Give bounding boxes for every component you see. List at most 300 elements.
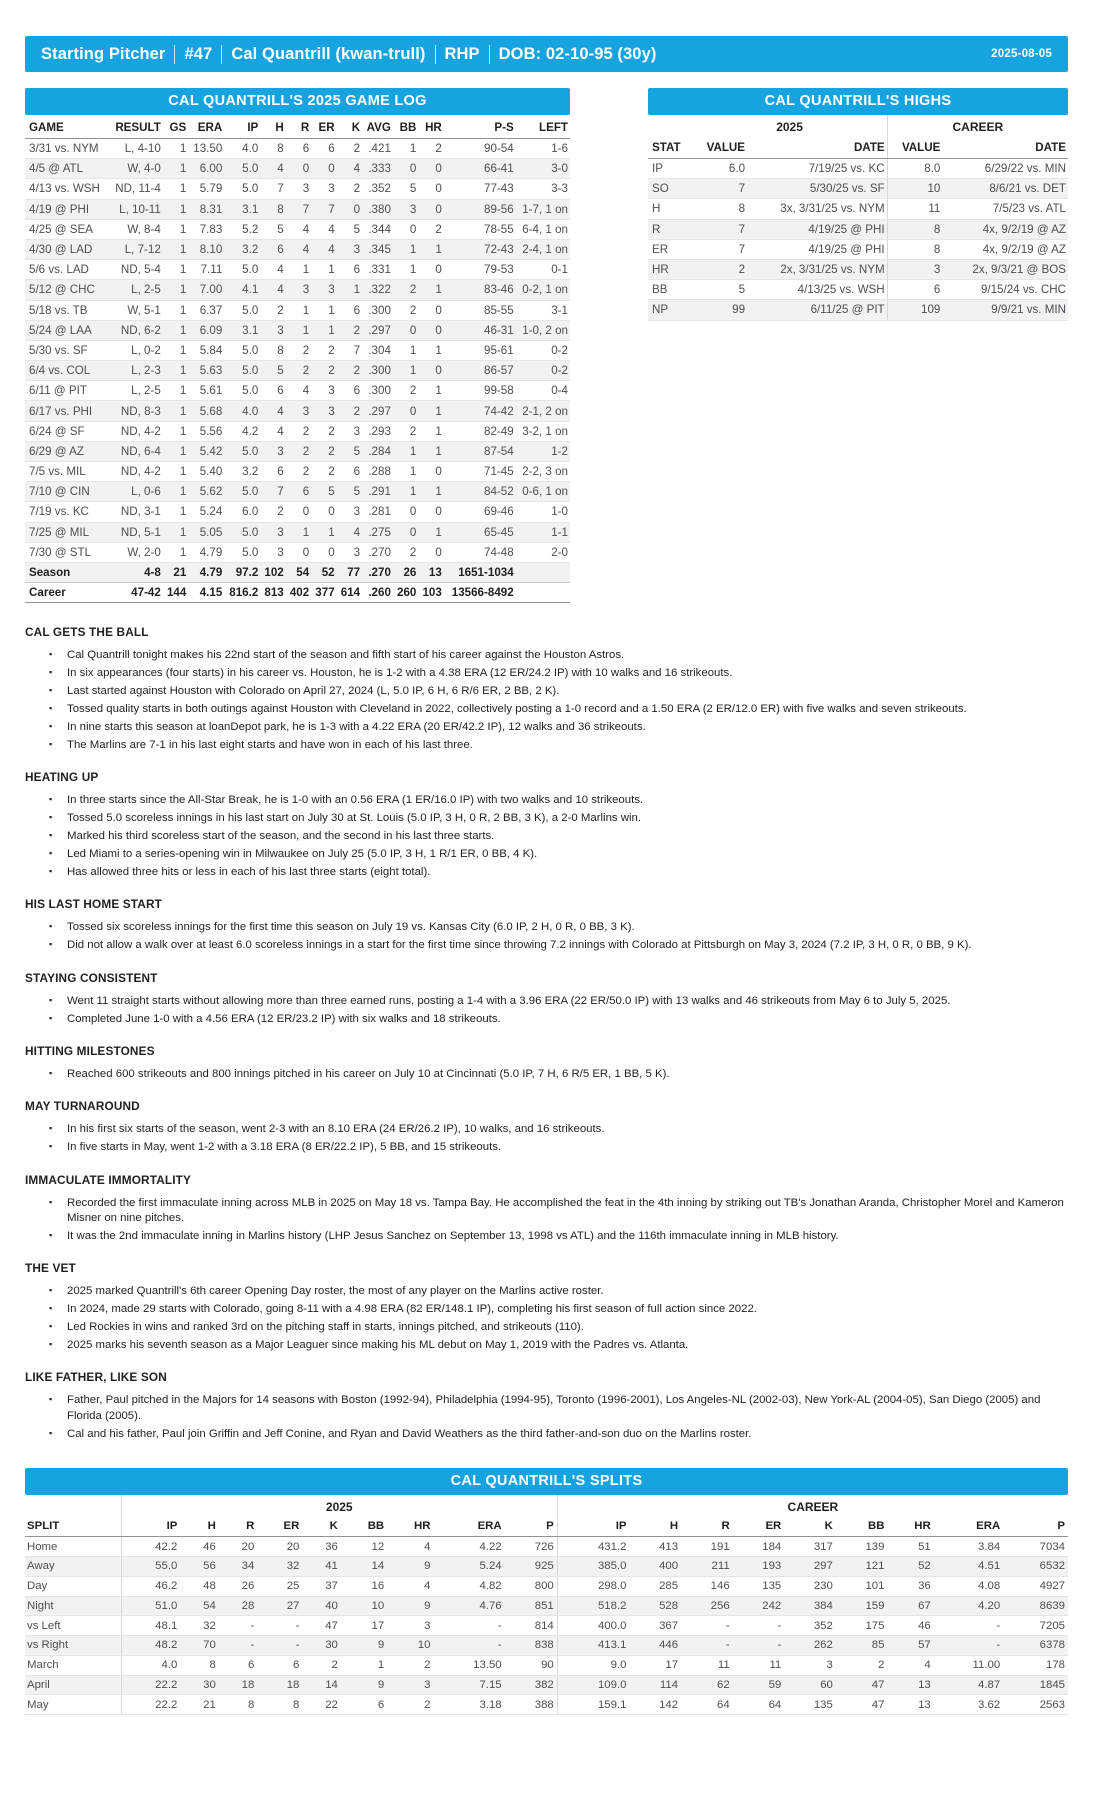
table-cell: 0 [393, 502, 418, 522]
table-cell: 5.62 [188, 482, 224, 502]
table-cell: 816.2 [224, 583, 260, 603]
table-cell: 0 [418, 300, 443, 320]
table-cell: 2 [393, 280, 418, 300]
list-item: ▪ Cal Quantrill tonight makes his 22nd start of the season and fifth start of his career against the Houston Astros. [65, 648, 1068, 663]
table-cell: 54 [286, 562, 311, 582]
table-cell: 0-6, 1 on [516, 482, 570, 502]
table-cell: 528 [629, 1596, 681, 1616]
table-cell: 4/25 @ SEA [25, 219, 109, 239]
highs-body [648, 159, 1068, 321]
table-cell: 65-45 [444, 522, 516, 542]
table-cell: 5.24 [188, 502, 224, 522]
table-cell: 62 [681, 1675, 733, 1695]
highs-header-row [648, 135, 1068, 159]
col-h: H [260, 115, 285, 139]
table-cell: 1 [418, 401, 443, 421]
table-cell: 6/11 @ PIT [25, 381, 109, 401]
table-cell: 4 [286, 239, 311, 259]
table-cell: 242 [733, 1596, 785, 1616]
table-cell: 5.0 [224, 179, 260, 199]
table-cell: 0 [393, 320, 418, 340]
table-cell: 8 [260, 139, 285, 159]
table-cell: 5/12 @ CHC [25, 280, 109, 300]
game-log-title: CAL QUANTRILL'S 2025 GAME LOG [25, 88, 570, 115]
table-cell: 4.87 [934, 1675, 1003, 1695]
table-cell: 262 [784, 1636, 836, 1656]
table-cell: 2 [286, 462, 311, 482]
table-cell: 5.63 [188, 361, 224, 381]
report-date: 2025-08-05 [991, 48, 1052, 60]
col-gs: GS [163, 115, 188, 139]
table-cell: W, 8-4 [109, 219, 163, 239]
table-cell: W, 4-0 [109, 159, 163, 179]
player-number: #47 [184, 44, 213, 63]
table-cell: 6.37 [188, 300, 224, 320]
table-cell: 5.0 [224, 441, 260, 461]
table-cell: 5.61 [188, 381, 224, 401]
note-heading: CAL GETS THE BALL [25, 625, 149, 640]
table-cell: H [648, 199, 692, 219]
table-cell: 78-55 [444, 219, 516, 239]
table-cell: .421 [362, 139, 393, 159]
table-cell: ND, 11-4 [109, 179, 163, 199]
table-cell: 72-43 [444, 239, 516, 259]
table-cell: 48.2 [121, 1636, 180, 1656]
table-cell: 0 [286, 159, 311, 179]
table-cell: 0-4 [516, 381, 570, 401]
note-heading: THE VET [25, 1261, 76, 1276]
table-cell: 7 [260, 482, 285, 502]
table-cell: 726 [505, 1537, 558, 1557]
table-cell: 0 [418, 260, 443, 280]
list-item: ▪ Tossed quality starts in both outings against Houston with Cleveland in 2022, collectively posting a 1-0 record and a 1.50 ERA (2 ER/12.0 ER) with five walks and seven strikeouts. [65, 702, 1068, 717]
table-cell: 2 [393, 542, 418, 562]
table-cell: 8639 [1003, 1596, 1068, 1616]
table-cell: 7205 [1003, 1616, 1068, 1636]
table-cell: 3.18 [433, 1695, 504, 1715]
table-cell: 0 [311, 542, 336, 562]
table-cell: 57 [887, 1636, 933, 1656]
table-cell: 3.1 [224, 320, 260, 340]
table-cell: 6 [286, 482, 311, 502]
table-cell: 17 [341, 1616, 387, 1636]
table-cell: 5.79 [188, 179, 224, 199]
table-cell: .270 [362, 562, 393, 582]
note-bullet-list [35, 648, 1068, 753]
table-cell: 2 [337, 139, 362, 159]
table-cell: 3.62 [934, 1695, 1003, 1715]
table-cell: 7 [692, 219, 747, 239]
splits-col-ip: IP [121, 1515, 180, 1537]
table-cell: 518.2 [557, 1596, 629, 1616]
table-cell: 32 [257, 1556, 302, 1576]
note-bullet-list [35, 1393, 1068, 1442]
table-cell: 109.0 [557, 1675, 629, 1695]
table-cell: 6 [337, 462, 362, 482]
table-cell: 8 [180, 1655, 219, 1675]
table-row [25, 1636, 1068, 1656]
table-row [25, 482, 570, 502]
splits-title: CAL QUANTRILL'S SPLITS [25, 1468, 1068, 1495]
table-cell: 614 [337, 583, 362, 603]
table-cell: 1 [163, 482, 188, 502]
table-cell: 34 [219, 1556, 258, 1576]
table-cell: 800 [505, 1576, 558, 1596]
table-cell: 260 [393, 583, 418, 603]
table-cell: .344 [362, 219, 393, 239]
table-cell: 1 [163, 340, 188, 360]
table-cell: 42.2 [121, 1537, 180, 1557]
table-cell: 11 [733, 1655, 785, 1675]
table-cell: 1 [163, 421, 188, 441]
list-item: ▪ In 2024, made 29 starts with Colorado, going 8-11 with a 4.98 ERA (82 ER/148.1 IP), completing his first season of full action since 2022. [65, 1302, 1068, 1317]
table-cell: 193 [733, 1556, 785, 1576]
table-cell: 66-41 [444, 159, 516, 179]
table-cell: - [681, 1636, 733, 1656]
table-cell: - [681, 1616, 733, 1636]
table-cell: 0 [311, 159, 336, 179]
table-cell: 41 [302, 1556, 341, 1576]
table-cell: 838 [505, 1636, 558, 1656]
table-cell: 3.84 [934, 1537, 1003, 1557]
table-cell: 4/30 @ LAD [25, 239, 109, 259]
splits-col-hr: HR [887, 1515, 933, 1537]
table-cell: 1 [163, 300, 188, 320]
splits-col-h: H [629, 1515, 681, 1537]
note-heading: HEATING UP [25, 770, 99, 785]
col-ip: IP [224, 115, 260, 139]
table-cell: 5.68 [188, 401, 224, 421]
table-cell: 4 [337, 522, 362, 542]
game-log-season-total [25, 562, 570, 582]
table-cell: - [733, 1636, 785, 1656]
table-cell: 4.51 [934, 1556, 1003, 1576]
table-cell: 2 [302, 1655, 341, 1675]
table-cell: 1 [163, 239, 188, 259]
table-cell: 5.42 [188, 441, 224, 461]
table-cell: 1 [393, 340, 418, 360]
table-cell: 6/17 vs. PHI [25, 401, 109, 421]
table-cell: 51 [887, 1537, 933, 1557]
note-bullet-list [35, 920, 1068, 953]
table-cell: 2 [337, 320, 362, 340]
table-cell: 211 [681, 1556, 733, 1576]
table-row [25, 179, 570, 199]
table-cell: 431.2 [557, 1537, 629, 1557]
table-cell: 2-1, 2 on [516, 401, 570, 421]
table-cell: 8 [692, 199, 747, 219]
table-cell: 6 [341, 1695, 387, 1715]
table-cell: L, 7-12 [109, 239, 163, 259]
table-cell: 1-0 [516, 502, 570, 522]
table-cell: 11 [681, 1655, 733, 1675]
table-cell: 1 [163, 179, 188, 199]
note-heading: HIS LAST HOME START [25, 897, 162, 912]
table-cell: 1 [393, 260, 418, 280]
table-cell: 814 [505, 1616, 558, 1636]
table-cell: L, 0-2 [109, 340, 163, 360]
table-cell: 7.11 [188, 260, 224, 280]
table-cell: 16 [341, 1576, 387, 1596]
table-cell: 5.84 [188, 340, 224, 360]
top-tables-row [25, 88, 1068, 603]
table-cell: 8 [257, 1695, 302, 1715]
table-row [25, 542, 570, 562]
table-cell: 0 [286, 542, 311, 562]
table-cell: 1 [418, 482, 443, 502]
table-cell: 11.00 [934, 1655, 1003, 1675]
table-cell: 0-2 [516, 340, 570, 360]
table-cell: 32 [180, 1616, 219, 1636]
table-cell: 3 [311, 401, 336, 421]
list-item: ▪ Went 11 straight starts without allowing more than three earned runs, posting a 1-4 with a 3.96 ERA (22 ER/50.0 IP) with 13 walks and 46 strikeouts from May 6 to July 5, 2025. [65, 994, 1068, 1009]
list-item: ▪ Completed June 1-0 with a 4.56 ERA (12 ER/23.2 IP) with six walks and 18 strikeouts. [65, 1012, 1068, 1027]
table-cell: March [25, 1655, 121, 1675]
table-cell: 26 [219, 1576, 258, 1596]
table-cell: 85 [836, 1636, 888, 1656]
table-row [25, 401, 570, 421]
highs-group-career: CAREER [887, 115, 1068, 135]
table-cell: 4/19 @ PHI [25, 199, 109, 219]
table-cell: 36 [302, 1537, 341, 1557]
table-cell: 1 [311, 320, 336, 340]
highs-title: CAL QUANTRILL'S HIGHS [648, 88, 1068, 115]
table-cell: 6 [337, 381, 362, 401]
col-left: LEFT [516, 115, 570, 139]
table-cell: 7034 [1003, 1537, 1068, 1557]
table-cell: 10 [387, 1636, 433, 1656]
col-game: GAME [25, 115, 109, 139]
table-row [25, 239, 570, 259]
table-cell: 2 [836, 1655, 888, 1675]
table-cell: 2 [311, 361, 336, 381]
table-cell: .297 [362, 401, 393, 421]
table-cell: 114 [629, 1675, 681, 1695]
table-cell: 13566-8492 [444, 583, 516, 603]
table-row [25, 219, 570, 239]
table-cell: 56 [180, 1556, 219, 1576]
game-log-career-total [25, 583, 570, 603]
table-cell: 4.20 [934, 1596, 1003, 1616]
table-cell: .304 [362, 340, 393, 360]
table-row [25, 199, 570, 219]
table-cell: ND, 4-2 [109, 462, 163, 482]
table-cell: SO [648, 179, 692, 199]
table-cell: 2-4, 1 on [516, 239, 570, 259]
table-cell: 925 [505, 1556, 558, 1576]
col-era: ERA [188, 115, 224, 139]
table-cell: W, 2-0 [109, 542, 163, 562]
list-item: ▪ 2025 marks his seventh season as a Major Leaguer since making his ML debut on May 1, 2019 with the Padres vs. Atlanta. [65, 1338, 1068, 1353]
col-stat: STAT [648, 135, 692, 159]
table-cell: 5.05 [188, 522, 224, 542]
table-cell: 6.00 [188, 159, 224, 179]
table-cell: 5.0 [224, 260, 260, 280]
splits-col-bb: BB [341, 1515, 387, 1537]
table-cell: - [433, 1616, 504, 1636]
table-cell: 1 [163, 441, 188, 461]
col-er: ER [311, 115, 336, 139]
table-cell: 0 [393, 401, 418, 421]
splits-group-blank [25, 1495, 121, 1515]
table-cell: 5 [393, 179, 418, 199]
table-cell: 0-2 [516, 361, 570, 381]
table-cell: 184 [733, 1537, 785, 1557]
table-cell: 6-4, 1 on [516, 219, 570, 239]
table-cell: 25 [257, 1576, 302, 1596]
table-cell: 1-1 [516, 522, 570, 542]
table-cell: 1 [393, 361, 418, 381]
splits-col-er: ER [733, 1515, 785, 1537]
table-cell: 5 [337, 219, 362, 239]
list-item: ▪ Reached 600 strikeouts and 800 innings pitched in his career on July 10 at Cincinnati (5.0 IP, 7 H, 6 R/5 ER, 1 BB, 5 K). [65, 1067, 1068, 1082]
table-cell: 5.0 [224, 159, 260, 179]
table-cell: .288 [362, 462, 393, 482]
table-cell: 5.0 [224, 542, 260, 562]
table-cell: 10 [887, 179, 942, 199]
table-cell: .380 [362, 199, 393, 219]
note-bullet-list [35, 1067, 1068, 1082]
table-cell: 0 [393, 159, 418, 179]
table-cell: 1 [163, 320, 188, 340]
table-cell: 48.1 [121, 1616, 180, 1636]
table-cell: 4 [260, 159, 285, 179]
splits-col-p: P [1003, 1515, 1068, 1537]
splits-col-era: ERA [934, 1515, 1003, 1537]
table-cell: 2 [311, 441, 336, 461]
table-cell: 4/13/25 vs. WSH [747, 280, 887, 300]
table-cell: 1 [418, 522, 443, 542]
table-cell: 159 [836, 1596, 888, 1616]
table-cell: .270 [362, 542, 393, 562]
table-cell: ER [648, 239, 692, 259]
table-cell: 135 [733, 1576, 785, 1596]
table-cell: 3-2, 1 on [516, 421, 570, 441]
table-cell: 59 [733, 1675, 785, 1695]
table-cell: 6.0 [224, 502, 260, 522]
table-cell: 5/30 vs. SF [25, 340, 109, 360]
table-cell: 7 [337, 340, 362, 360]
table-cell: 1651-1034 [444, 562, 516, 582]
game-log-header-row [25, 115, 570, 139]
table-cell: 191 [681, 1537, 733, 1557]
table-cell: 4.22 [433, 1537, 504, 1557]
player-throwing-hand: RHP [444, 44, 480, 63]
table-cell: 8.31 [188, 199, 224, 219]
table-cell: 2 [286, 441, 311, 461]
player-role: Starting Pitcher [41, 44, 166, 63]
table-cell: - [257, 1636, 302, 1656]
table-cell: Away [25, 1556, 121, 1576]
table-cell: 5 [337, 441, 362, 461]
list-item: ▪ Recorded the first immaculate inning across MLB in 2025 on May 18 vs. Tampa Bay. He accomplished the feat in the 4th inning by striking out TB's Jonathan Aranda, Christopher Morel and Kameron Misner on nine pitches. [65, 1196, 1068, 1227]
table-cell: 6/11/25 @ PIT [747, 300, 887, 320]
splits-col-split: SPLIT [25, 1515, 121, 1537]
table-cell: 385.0 [557, 1556, 629, 1576]
table-cell: 74-42 [444, 401, 516, 421]
table-cell: 8 [260, 199, 285, 219]
table-cell: 9 [341, 1636, 387, 1656]
table-cell: 18 [219, 1675, 258, 1695]
table-cell: 1 [286, 320, 311, 340]
table-cell: 5 [311, 482, 336, 502]
table-cell: 1845 [1003, 1675, 1068, 1695]
table-cell: 6378 [1003, 1636, 1068, 1656]
table-cell: 0 [418, 179, 443, 199]
list-item: ▪ Led Rockies in wins and ranked 3rd on the pitching staff in starts, innings pitched, and strikeouts (110). [65, 1320, 1068, 1335]
table-cell: - [433, 1636, 504, 1656]
table-cell: 0-1 [516, 260, 570, 280]
table-cell: 4.15 [188, 583, 224, 603]
table-cell: 1 [393, 482, 418, 502]
table-cell: 3 [311, 280, 336, 300]
table-cell: 4-8 [109, 562, 163, 582]
table-cell: ND, 6-4 [109, 441, 163, 461]
table-cell: 285 [629, 1576, 681, 1596]
table-cell: 7.00 [188, 280, 224, 300]
table-cell [516, 583, 570, 603]
list-item: ▪ Tossed six scoreless innings for the first time this season on July 19 vs. Kansas City (6.0 IP, 2 H, 0 R, 0 BB, 3 K). [65, 920, 1068, 935]
table-cell: 5.0 [224, 361, 260, 381]
table-cell: 3 [784, 1655, 836, 1675]
table-cell: 1 [163, 401, 188, 421]
table-cell: 0 [337, 199, 362, 219]
table-cell: 3 [387, 1616, 433, 1636]
table-cell: 5.2 [224, 219, 260, 239]
note-heading: MAY TURNAROUND [25, 1099, 140, 1114]
table-cell: 47-42 [109, 583, 163, 603]
table-cell: 2 [286, 340, 311, 360]
list-item: ▪ In three starts since the All-Star Break, he is 1-0 with an 0.56 ERA (1 ER/16.0 IP) with two walks and 10 strikeouts. [65, 793, 1068, 808]
table-cell: 67 [887, 1596, 933, 1616]
table-cell: 2 [311, 462, 336, 482]
table-cell: 36 [887, 1576, 933, 1596]
table-cell: HR [648, 259, 692, 279]
table-cell: 5.24 [433, 1556, 504, 1576]
game-log-table [25, 115, 570, 603]
table-cell: 8 [219, 1695, 258, 1715]
list-item: ▪ In six appearances (four starts) in his career vs. Houston, he is 1-2 with a 4.38 ERA (12 ER/24.2 IP) with 10 walks and 16 strikeouts. [65, 666, 1068, 681]
splits-col-bb: BB [836, 1515, 888, 1537]
splits-col-r: R [219, 1515, 258, 1537]
table-cell: 9 [341, 1675, 387, 1695]
table-cell: 20 [219, 1537, 258, 1557]
col-hr: HR [418, 115, 443, 139]
table-cell: - [257, 1616, 302, 1636]
note-heading: LIKE FATHER, LIKE SON [25, 1370, 167, 1385]
table-cell: 377 [311, 583, 336, 603]
table-cell: 21 [163, 562, 188, 582]
table-cell: 2 [393, 381, 418, 401]
table-cell: 8.10 [188, 239, 224, 259]
table-cell: 3-1 [516, 300, 570, 320]
table-cell: 3.2 [224, 462, 260, 482]
table-cell: 1 [311, 522, 336, 542]
table-cell: 3.2 [224, 239, 260, 259]
list-item: ▪ It was the 2nd immaculate inning in Marlins history (LHP Jesus Sanchez on September 13, 1998 vs ATL) and the 116th immaculate inning in MLB history. [65, 1229, 1068, 1244]
table-cell: 82-49 [444, 421, 516, 441]
table-cell: 2-2, 3 on [516, 462, 570, 482]
col-date-career: DATE [942, 135, 1068, 159]
table-cell: 52 [311, 562, 336, 582]
game-log-section [25, 88, 570, 603]
table-cell: 13 [887, 1695, 933, 1715]
list-item: ▪ Cal and his father, Paul join Griffin and Jeff Conine, and Ryan and David Weathers as the third father-and-son duo on the Marlins roster. [65, 1427, 1068, 1442]
table-cell: 95-61 [444, 340, 516, 360]
table-cell: 5.0 [224, 300, 260, 320]
table-cell: 1 [418, 381, 443, 401]
table-cell: 2 [337, 179, 362, 199]
